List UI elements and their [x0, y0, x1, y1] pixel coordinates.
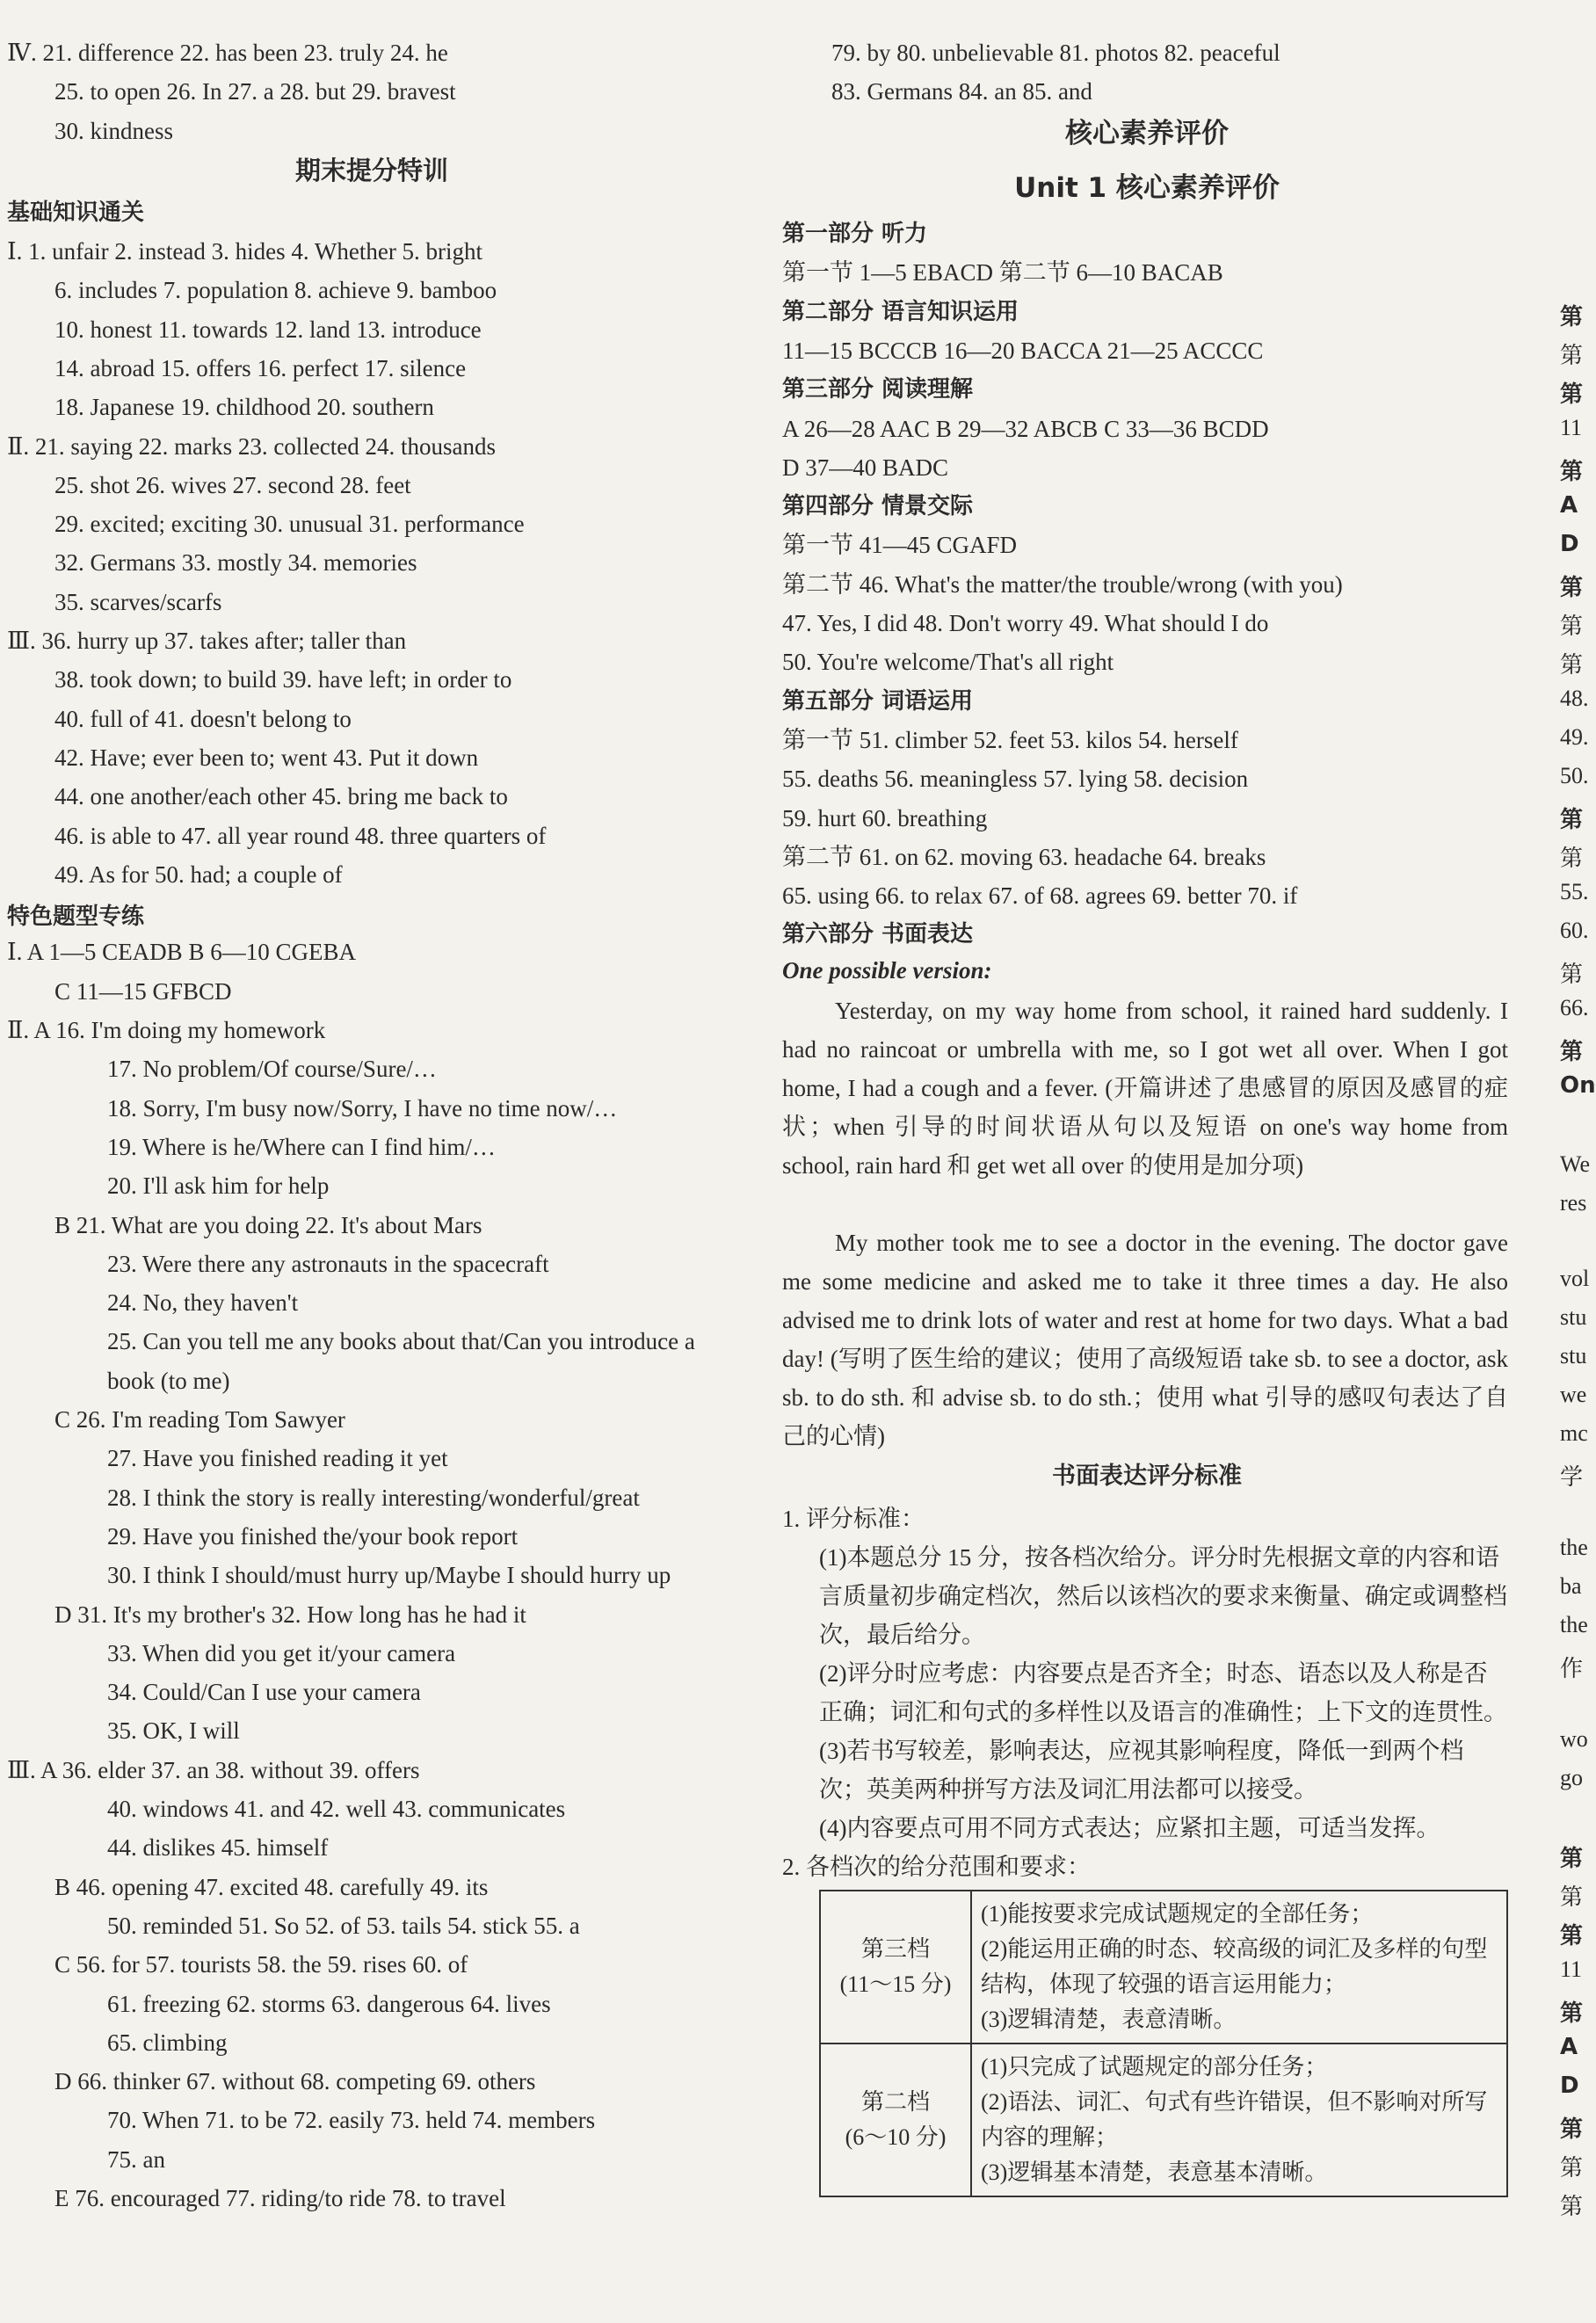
answer-line: 75. an — [107, 2145, 165, 2173]
answer-line: 38. took down; to build 39. have left; in order to — [54, 666, 512, 693]
rubric-item: (2)评分时应考虑：内容要点是否齐全；时态、语态以及人称是否正确；词汇和句式的多样性以及语言的准确性；上下文的连贯性。 — [819, 1660, 1507, 1725]
answer-line: D 31. It's my brother's 32. How long has he had it — [54, 1601, 526, 1628]
edge-fragment: 第 — [1560, 459, 1584, 485]
edge-fragment: stu — [1560, 1304, 1587, 1330]
edge-fragment: 第 — [1560, 962, 1584, 987]
edge-fragment: 第 — [1560, 2155, 1584, 2181]
grade-level: 第二档 (6～10 分) — [820, 2044, 971, 2196]
answer-line: 65. climbing — [107, 2029, 228, 2056]
part-heading: 第二部分 语言知识运用 — [782, 298, 1019, 325]
answer-line: Ⅳ. 21. difference 22. has been 23. truly 24. he — [7, 40, 448, 66]
edge-fragment: vol — [1560, 1266, 1590, 1291]
rubric-item: (3)若书写较差，影响表达，应视其影响程度，降低一到两个档次；英美两种拼写方法及词汇用法都可以接受。 — [819, 1738, 1464, 1803]
section-heading: 基础知识通关 — [7, 200, 145, 226]
answer-line: 32. Germans 33. mostly 34. memories — [54, 549, 417, 577]
edge-fragment: 第 — [1560, 1884, 1584, 1910]
answer-line: 35. OK, I will — [107, 1717, 240, 1745]
rubric-item: 2. 各档次的给分范围和要求： — [782, 1854, 1091, 1880]
edge-fragment: D — [1560, 2073, 1579, 2099]
answer-line: 29. excited; exciting 30. unusual 31. performance — [54, 511, 525, 538]
edge-fragment: 学 — [1560, 1464, 1584, 1490]
grade-row — [820, 1891, 1507, 2044]
answer-line: 33. When did you get it/your camera — [107, 1639, 456, 1666]
rubric-item: (4)内容要点可用不同方式表达；应紧扣主题，可适当发挥。 — [819, 1815, 1440, 1841]
answer-line: 65. using 66. to relax 67. of 68. agrees 69. better 70. if — [782, 882, 1298, 910]
answer-line: 19. Where is he/Where can I find him/… — [107, 1133, 496, 1160]
answer-line: 10. honest 11. towards 12. land 13. introduce — [54, 316, 482, 343]
answer-line: 25. to open 26. In 27. a 28. but 29. bravest — [54, 78, 456, 105]
answer-line: 79. by 80. unbelievable 81. photos 82. peaceful — [831, 40, 1280, 66]
edge-fragment: 49. — [1560, 724, 1589, 750]
edge-fragment: 66. — [1560, 995, 1589, 1020]
edge-fragment: 第 — [1560, 343, 1584, 368]
edge-fragment: D — [1560, 531, 1579, 557]
answer-line: 29. Have you finished the/your book report — [107, 1522, 519, 1550]
edge-fragment: 第 — [1560, 846, 1584, 871]
edge-fragment: 50. — [1560, 763, 1589, 788]
answer-line: 30. kindness — [54, 117, 173, 144]
answer-line: B 21. What are you doing 22. It's about Mars — [54, 1211, 482, 1238]
edge-fragment: go — [1560, 1765, 1583, 1790]
answer-line: 46. is able to 47. all year round 48. three quarters of — [54, 822, 547, 849]
answer-line: 18. Japanese 19. childhood 20. southern — [54, 394, 434, 421]
answer-line: C 26. I'm reading Tom Sawyer — [54, 1406, 345, 1433]
version-label: One possible version: — [782, 957, 992, 984]
answer-line: E 76. encouraged 77. riding/to ride 78. to travel — [54, 2185, 506, 2211]
answer-line: 17. No problem/Of course/Sure/… — [107, 1056, 437, 1083]
answer-line: 30. I think I should/must hurry up/Maybe I should hurry up — [107, 1562, 671, 1589]
rubric-item: (1)本题总分 15 分，按各档次给分。评分时先根据文章的内容和语言质量初步确定档次，然后以该档次的要求来衡量、确定或调整档次，最后给分。 — [819, 1544, 1507, 1648]
edge-fragment: 第 — [1560, 575, 1584, 601]
answer-line: 59. hurt 60. breathing — [782, 804, 988, 831]
edge-fragment: A — [1560, 492, 1578, 519]
essay-paragraph-1: Yesterday, on my way home from school, it rained hard suddenly. I had no raincoat or umbrella with me, so I got wet all over. When I got home, I had a cough and a fever. (开篇讲述了患感冒的原因及感冒的症状；when 引导的时间状语从句以及短语 on one's way home from school, rain hard 和 get wet all over 的使用是加分项) — [782, 998, 1508, 1179]
edge-fragment: wo — [1560, 1726, 1588, 1752]
edge-fragment: 第 — [1560, 1039, 1584, 1065]
answer-line: 24. No, they haven't — [107, 1289, 299, 1317]
part-heading: 第一部分 听力 — [782, 221, 928, 247]
part-heading: 第三部分 阅读理解 — [782, 376, 974, 403]
section-heading: 特色题型专练 — [7, 904, 145, 931]
answer-line: 第一节 41—45 CGAFD — [782, 532, 1018, 559]
answer-line: C 56. for 57. tourists 58. the 59. rises 60. of — [54, 1951, 468, 1978]
unit-title: Unit 1 核心素养评价 — [1014, 172, 1280, 204]
answer-line: 61. freezing 62. storms 63. dangerous 64. lives — [107, 1990, 551, 2017]
answer-line: 第二节 61. on 62. moving 63. headache 64. breaks — [782, 843, 1266, 870]
answer-line: 25. Can you tell me any books about that/Can you introduce a — [107, 1328, 695, 1355]
edge-fragment: 11 — [1560, 1956, 1583, 1982]
edge-fragment: 第 — [1560, 2116, 1584, 2143]
answer-line: 50. reminded 51. So 52. of 53. tails 54. stick 55. a — [107, 1912, 580, 1939]
answer-line: 25. shot 26. wives 27. second 28. feet — [54, 471, 411, 498]
answer-line: 49. As for 50. had; a couple of — [54, 860, 343, 888]
answer-line: 40. windows 41. and 42. well 43. communicates — [107, 1796, 566, 1822]
answer-line: D 66. thinker 67. without 68. competing 69. others — [54, 2068, 536, 2095]
answer-line: 42. Have; ever been to; went 43. Put it down — [54, 744, 479, 771]
grade-row — [820, 2044, 1507, 2196]
answer-line: Ⅲ. A 36. elder 37. an 38. without 39. offers — [7, 1756, 420, 1783]
answer-line: 55. deaths 56. meaningless 57. lying 58. decision — [782, 766, 1249, 793]
answer-line: 35. scarves/scarfs — [54, 588, 222, 615]
part-heading: 第四部分 情景交际 — [782, 493, 974, 520]
rubric-text — [782, 1499, 1508, 1886]
edge-fragment: we — [1560, 1382, 1587, 1407]
answer-line: 18. Sorry, I'm busy now/Sorry, I have no time now/… — [107, 1094, 618, 1122]
answer-line: 40. full of 41. doesn't belong to — [54, 705, 352, 732]
answer-line: 第二节 46. What's the matter/the trouble/wrong (with you) — [782, 570, 1343, 598]
edge-fragment: the — [1560, 1535, 1588, 1560]
section-title: 核心素养评价 — [1065, 118, 1229, 149]
answer-line: 83. Germans 84. an 85. and — [831, 78, 1092, 105]
answer-line: Ⅰ. 1. unfair 2. instead 3. hides 4. Whether 5. bright — [7, 238, 483, 265]
edge-fragment: 48. — [1560, 686, 1589, 711]
answer-line: 6. includes 7. population 8. achieve 9. bamboo — [54, 277, 497, 304]
edge-fragment: stu — [1560, 1343, 1587, 1368]
edge-fragment: 第 — [1560, 1846, 1584, 1872]
edge-fragment: 第 — [1560, 304, 1584, 330]
answer-line: 第一节 51. climber 52. feet 53. kilos 54. herself — [782, 726, 1238, 753]
answer-line: Ⅰ. A 1—5 CEADB B 6—10 CGEBA — [7, 939, 356, 966]
edge-fragment: the — [1560, 1612, 1588, 1637]
edge-fragment: mc — [1560, 1420, 1588, 1446]
rubric-title: 书面表达评分标准 — [1052, 1463, 1242, 1490]
answer-line: book (to me) — [107, 1367, 230, 1394]
answer-line: C 11—15 GFBCD — [54, 977, 232, 1005]
edge-fragment: A — [1560, 2034, 1578, 2060]
edge-fragment: 第 — [1560, 613, 1584, 639]
answer-line: 44. one another/each other 45. bring me back to — [54, 783, 508, 810]
edge-fragment: 第 — [1560, 652, 1584, 678]
grade-level: 第三档 (11～15 分) — [820, 1891, 971, 2044]
answer-line: Ⅱ. 21. saying 22. marks 23. collected 24. thousands — [7, 432, 497, 460]
edge-fragment: 作 — [1560, 1656, 1584, 1681]
edge-fragment: res — [1560, 1190, 1587, 1216]
answer-line: 44. dislikes 45. himself — [107, 1834, 329, 1862]
edge-fragment: 第 — [1560, 381, 1584, 408]
answer-line: 34. Could/Can I use your camera — [107, 1679, 421, 1706]
answer-line: 47. Yes, I did 48. Don't worry 49. What should I do — [782, 610, 1269, 636]
answer-line: A 26—28 AAC B 29—32 ABCB C 33—36 BCDD — [782, 415, 1269, 442]
part-heading: 第五部分 词语运用 — [782, 687, 974, 715]
grade-requirements: (1)能按要求完成试题规定的全部任务； (2)能运用正确的时态、较高级的词汇及多样的句型结构，体现了较强的语言运用能力； (3)逻辑清楚，表意清晰。 — [971, 1891, 1507, 2044]
edge-fragment: We — [1560, 1151, 1590, 1177]
answer-line: B 46. opening 47. excited 48. carefully 49. its — [54, 1873, 489, 1900]
grade-requirements: (1)只完成了试题规定的部分任务； (2)语法、词汇、句式有些许错误，但不影响对所写内容的理解； (3)逻辑基本清楚，表意基本清晰。 — [971, 2044, 1507, 2196]
rubric-item: 1. 评分标准： — [782, 1506, 925, 1532]
answer-line: 70. When 71. to be 72. easily 73. held 74. members — [107, 2107, 596, 2134]
answer-line: 50. You're welcome/That's all right — [782, 649, 1114, 676]
answer-line: Ⅱ. A 16. I'm doing my homework — [7, 1017, 326, 1043]
edge-fragment: ba — [1560, 1573, 1582, 1599]
edge-fragment: 第 — [1560, 1923, 1584, 1949]
essay-paragraph-2: My mother took me to see a doctor in the evening. The doctor gave me some medicine and asked me to take it three times a day. He also advised me to drink lots of water and rest at home for two days. What a bad day! (写明了医生给的建议；使用了高级短语 take sb. to see a doctor, ask sb. to do sth. 和 advise sb. to do sth.；使用 what 引导的感叹句表达了自己的心情) — [782, 1230, 1508, 1449]
edge-fragment: 第 — [1560, 807, 1584, 833]
answer-line: 第一节 1—5 EBACD 第二节 6—10 BACAB — [782, 259, 1223, 287]
answer-line: 11—15 BCCCB 16—20 BACCA 21—25 ACCCC — [782, 337, 1264, 364]
edge-fragment: 60. — [1560, 918, 1589, 943]
grade-table — [819, 1890, 1508, 2197]
answer-line: 27. Have you finished reading it yet — [107, 1445, 448, 1472]
page-section-title: 期末提分特训 — [294, 156, 448, 185]
next-column-edge — [1560, 0, 1596, 2323]
edge-fragment: 11 — [1560, 415, 1583, 440]
answer-line: D 37—40 BADC — [782, 454, 949, 481]
answer-line: 20. I'll ask him for help — [107, 1172, 330, 1200]
edge-fragment: 第 — [1560, 2000, 1584, 2027]
answer-line: 14. abroad 15. offers 16. perfect 17. silence — [54, 354, 467, 381]
answer-line: 23. Were there any astronauts in the spacecraft — [107, 1250, 549, 1277]
edge-fragment: On — [1560, 1072, 1596, 1099]
edge-fragment: 55. — [1560, 879, 1589, 904]
answer-line: 28. I think the story is really interesting/wonderful/great — [107, 1484, 640, 1511]
part-heading: 第六部分 书面表达 — [782, 921, 974, 948]
edge-fragment: 第 — [1560, 2194, 1584, 2219]
answer-line: Ⅲ. 36. hurry up 37. takes after; taller than — [7, 628, 407, 654]
